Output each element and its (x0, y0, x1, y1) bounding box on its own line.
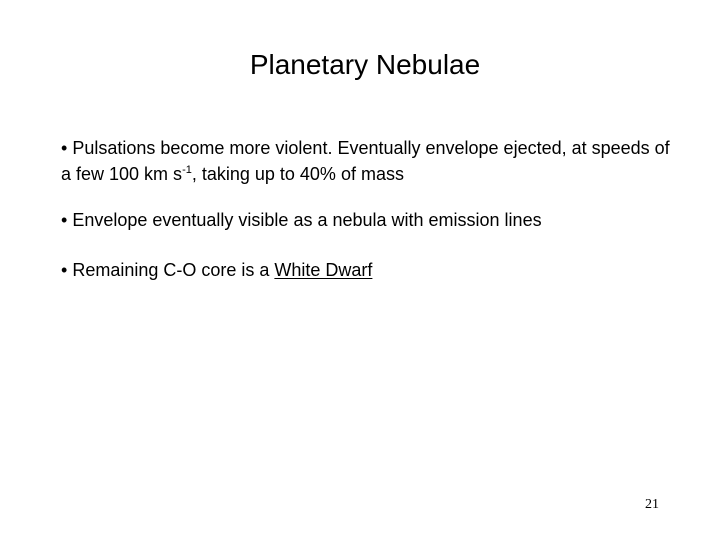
bullet-text: Pulsations become more violent. Eventually envelope ejected, at speeds of a few 100 km s (61, 138, 670, 184)
slide-title: Planetary Nebulae (249, 49, 481, 80)
bullet-text-continued: , taking up to 40% of mass (191, 164, 404, 184)
bullet-envelope (61, 207, 681, 233)
bullet-text: Envelope eventually visible as a nebula with emission lines (67, 210, 542, 230)
page-number: 21 (645, 497, 659, 512)
white-dwarf-link[interactable]: White Dwarf (274, 260, 373, 280)
bullet-marker: • (61, 138, 68, 158)
bullet-text: Remaining C-O core is a (67, 260, 275, 280)
bullet-core (61, 257, 681, 283)
bullet-marker: • (61, 260, 68, 280)
bullet-superscript: -1 (182, 164, 192, 176)
bullet-marker: • (61, 210, 68, 230)
bullet-pulsations (61, 135, 681, 187)
